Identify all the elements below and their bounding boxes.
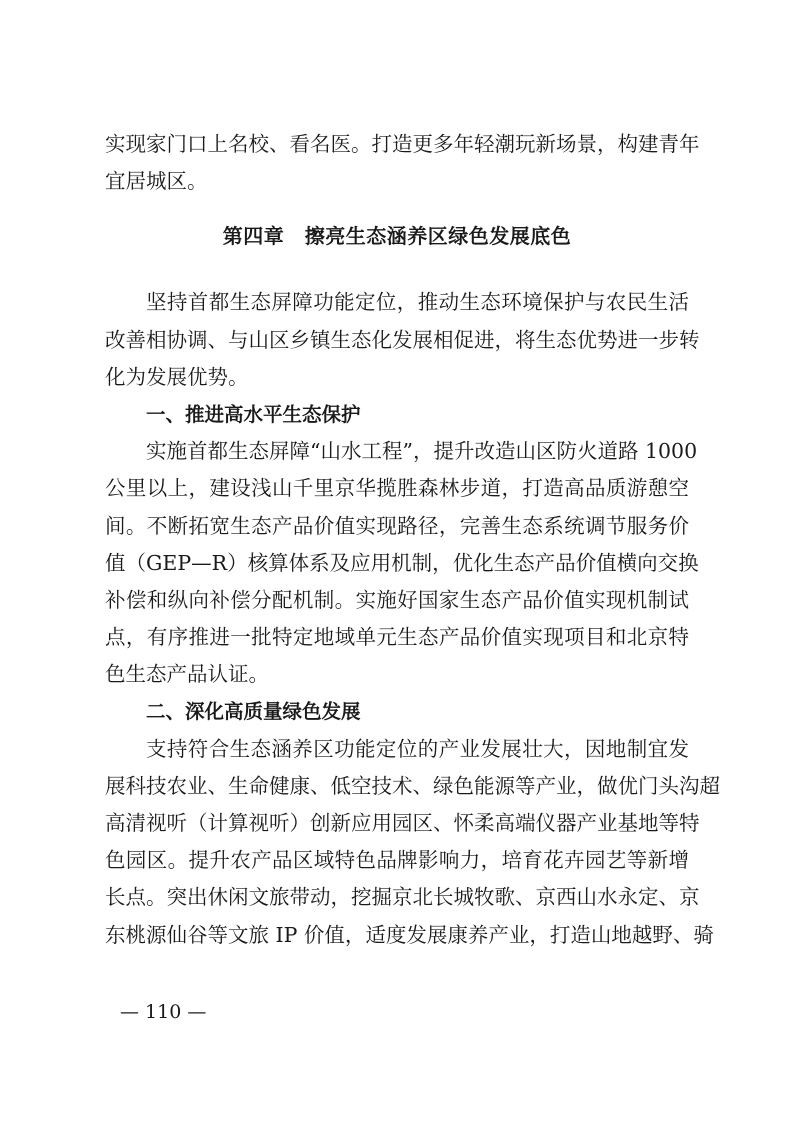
text-line: 支持符合生态涵养区功能定位的产业发展壮大，因地制宜发 <box>146 736 689 761</box>
text-line: 高清视听（计算视听）创新应用园区、怀柔高端仪器产业基地等特 <box>105 811 700 835</box>
text-line: 点，有序推进一批特定地域单元生态产品价值实现项目和北京特 <box>105 625 689 650</box>
text-line: 值（GEP—R）核算体系及应用机制，优化生态产品价值横向交换 <box>105 550 699 575</box>
chapter-intro-paragraph <box>105 284 700 396</box>
text-line: 化为发展优势。 <box>105 364 249 389</box>
section-heading: 一、推进高水平生态保护 <box>146 402 361 426</box>
text-line: 东桃源仙谷等文旅 IP 价值，适度发展康养产业，打造山地越野、骑 <box>105 922 714 947</box>
text-line: 展科技农业、生命健康、低空技术、绿色能源等产业，做优门头沟超 <box>105 773 720 798</box>
text-line: 公里以上，建设浅山千里京华揽胜森林步道，打造高品质游憩空 <box>105 476 689 501</box>
page-number: — 110 — <box>120 1001 207 1023</box>
text-line: 间。不断拓宽生态产品价值实现路径，完善生态系统调节服务价 <box>105 513 689 538</box>
section-paragraph <box>105 433 699 693</box>
text-line: 改善相协调、与山区乡镇生态化发展相促进，将生态优势进一步转 <box>105 327 700 352</box>
chapter-title: 第四章 擦亮生态涵养区绿色发展底色 <box>222 224 572 249</box>
intro-paragraph <box>105 126 700 200</box>
text-line: 补偿和纵向补偿分配机制。实施好国家生态产品价值实现机制试 <box>105 587 689 612</box>
text-line: 色生态产品认证。 <box>105 662 269 687</box>
text-line: 实施首都生态屏障“山水工程”，提升改造山区防火道路 1000 <box>146 439 698 464</box>
text-line: 色园区。提升农产品区域特色品牌影响力，培育花卉园艺等新增 <box>105 848 689 873</box>
document-page <box>105 126 720 954</box>
section-heading: 二、深化高质量绿色发展 <box>146 700 361 724</box>
section-paragraph <box>105 731 720 954</box>
text-line: 实现家门口上名校、看名医。打造更多年轻潮玩新场景，构建青年 <box>105 132 700 156</box>
text-line: 宜居城区。 <box>105 169 208 194</box>
text-line: 长点。突出休闲文旅带动，挖掘京北长城牧歌、京西山水永定、京 <box>105 885 700 910</box>
text-line: 坚持首都生态屏障功能定位，推动生态环境保护与农民生活 <box>146 290 689 315</box>
